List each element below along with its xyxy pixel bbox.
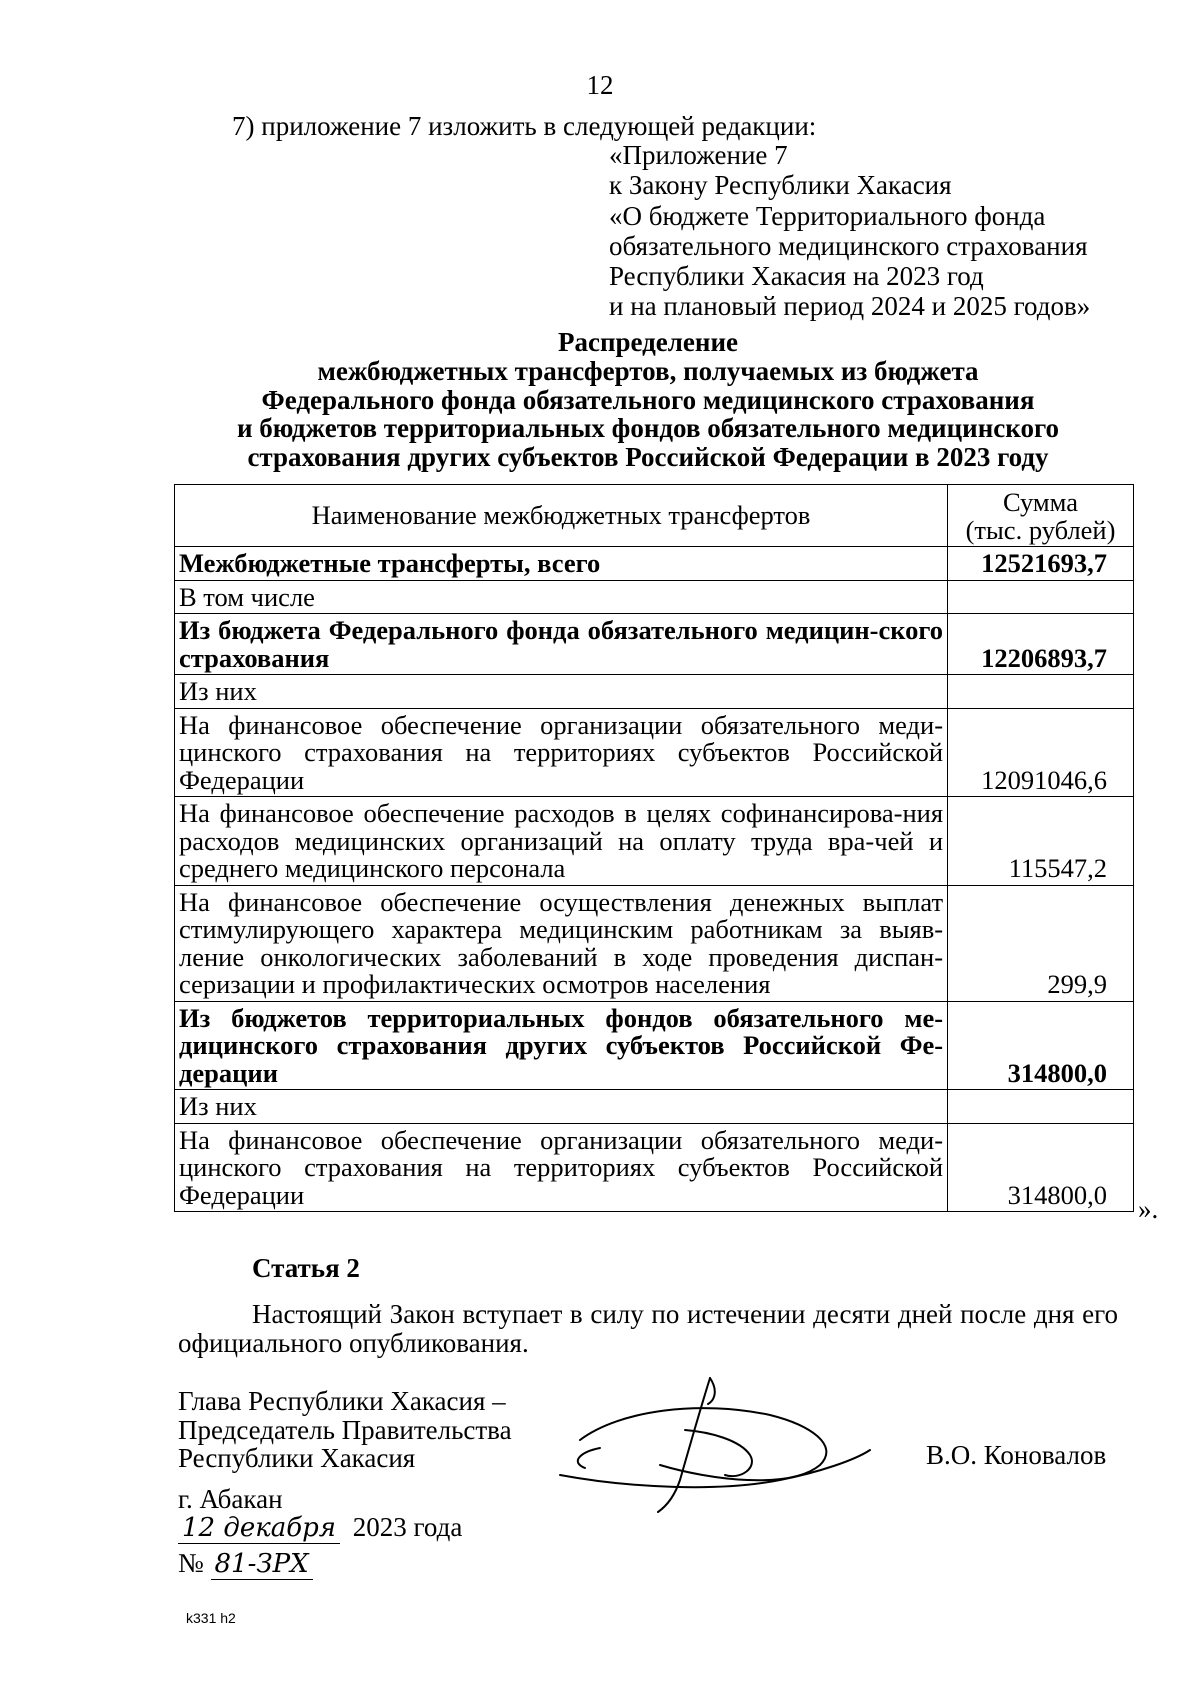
law-number — [178, 1548, 319, 1580]
row-name: Межбюджетные трансферты, всего — [175, 547, 948, 581]
table-row — [175, 1090, 1134, 1124]
row-name: Из бюджетов территориальных фондов обязательного ме-дицинского страхования других субъектов Российской Фе-дерации — [175, 1001, 948, 1090]
title-line: и бюджетов территориальных фондов обязательного медицинского — [236, 413, 1060, 444]
appendix-line: «Приложение 7 — [609, 140, 788, 170]
header-name: Наименование межбюджетных трансфертов — [175, 485, 948, 547]
signatory-line: Глава Республики Хакасия – — [178, 1386, 506, 1416]
table-row — [175, 1123, 1134, 1212]
table-row — [175, 1001, 1134, 1090]
signatory-line: Председатель Правительства — [178, 1414, 512, 1445]
table-body — [175, 547, 1134, 1212]
date-year: 2023 года — [352, 1512, 463, 1542]
signatory-title — [178, 1387, 512, 1473]
table-row — [175, 580, 1134, 614]
handwritten-signature — [540, 1370, 880, 1520]
row-sum: 115547,2 — [948, 797, 1134, 886]
appendix-line: и на плановый период 2024 и 2025 годов» — [609, 291, 1091, 322]
signer-name: В.О. Коновалов — [926, 1440, 1107, 1470]
number-sign: № — [178, 1548, 204, 1578]
appendix-line: обязательного медицинского страхования — [609, 230, 1088, 261]
article-title: Статья 2 — [252, 1253, 360, 1283]
table-row — [175, 708, 1134, 797]
appendix-line: Республики Хакасия на 2023 год — [609, 261, 984, 292]
row-name: На финансовое обеспечение расходов в целях софинансирова-ния расходов медицинских организаций на оплату труда вра-чей и среднего медицинского персонала — [175, 797, 948, 886]
header-sum: Сумма (тыс. рублей) — [948, 485, 1134, 547]
row-sum: 299,9 — [948, 885, 1134, 1001]
title-line: Федерального фонда обязательного медицинского страхования — [261, 384, 1035, 415]
title-line: Распределение — [557, 327, 739, 357]
row-sum: 12521693,7 — [948, 547, 1134, 581]
page-number: 12 — [586, 70, 614, 100]
row-sum: 12206893,7 — [948, 614, 1134, 675]
table-title — [0, 328, 1200, 472]
row-name: Из них — [175, 1090, 948, 1124]
closing-quote: ». — [1138, 1194, 1159, 1224]
row-name: Из бюджета Федерального фонда обязательного медицин-ского страхования — [175, 614, 948, 675]
row-sum — [948, 675, 1134, 709]
amendment-intro: 7) приложение 7 изложить в следующей редакции: — [232, 111, 817, 141]
table-row — [175, 675, 1134, 709]
appendix-heading — [609, 140, 1090, 322]
table-row — [175, 547, 1134, 581]
title-line: страхования других субъектов Российской Федерации в 2023 году — [247, 442, 1049, 473]
table-row — [175, 885, 1134, 1001]
article-text: Настоящий Закон вступает в силу по истечении десяти дней после дня его официального опубликования. — [178, 1299, 1118, 1358]
row-name: На финансовое обеспечение организации обязательного меди-цинского страхования на территориях субъектов Российской Федерации — [175, 708, 948, 797]
row-sum: 314800,0 — [948, 1001, 1134, 1090]
appendix-line: «О бюджете Территориального фонда — [609, 200, 1046, 231]
signatory-line: Республики Хакасия — [178, 1443, 416, 1473]
appendix-line: к Закону Республики Хакасия — [609, 170, 952, 201]
signing-date — [178, 1512, 462, 1544]
title-line: межбюджетных трансфертов, получаемых из бюджета — [317, 355, 979, 386]
document-code: k331 h2 — [186, 1610, 236, 1626]
row-sum: 12091046,6 — [948, 708, 1134, 797]
table-row — [175, 797, 1134, 886]
row-name: В том числе — [175, 580, 948, 614]
row-sum — [948, 580, 1134, 614]
handwritten-date: 12 декабря — [178, 1513, 340, 1544]
row-name: На финансовое обеспечение организации обязательного меди-цинского страхования на территориях субъектов Российской Федерации — [175, 1123, 948, 1212]
row-name: Из них — [175, 675, 948, 709]
table-header-row — [175, 485, 1134, 547]
handwritten-number: 81-ЗРХ — [211, 1549, 313, 1580]
row-name: На финансовое обеспечение осуществления денежных выплат стимулирующего характера медицинским работникам за выяв-ление онкологических заболеваний в ходе проведения диспан-серизации и профилактических осмотров населения — [175, 885, 948, 1001]
row-sum — [948, 1090, 1134, 1124]
table-row — [175, 614, 1134, 675]
row-sum: 314800,0 — [948, 1123, 1134, 1212]
transfers-table — [174, 484, 1134, 1212]
city: г. Абакан — [178, 1484, 283, 1514]
